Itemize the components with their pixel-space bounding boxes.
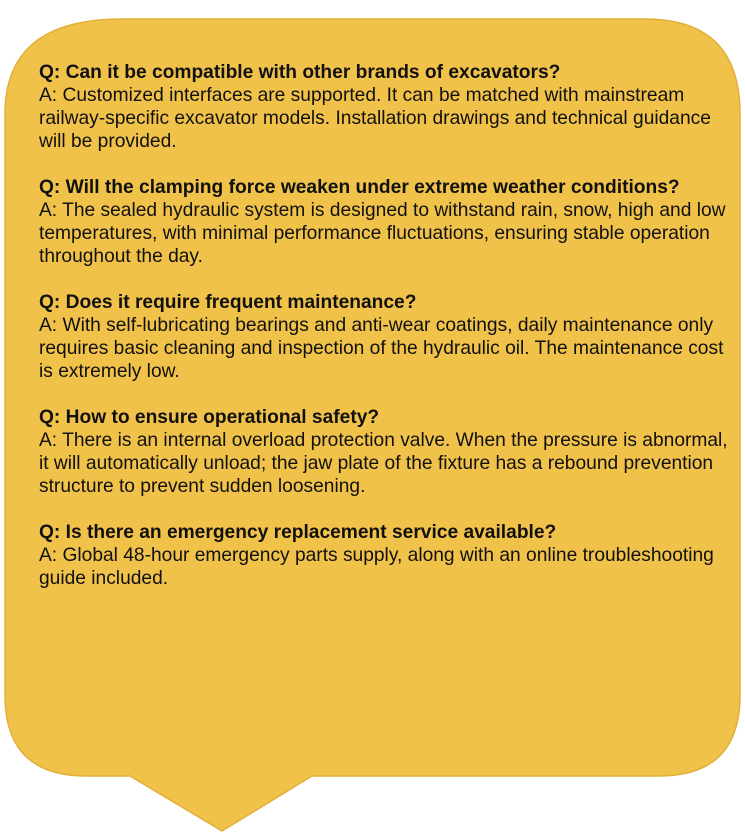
faq-question: Q: Will the clamping force weaken under extreme weather conditions? [39,177,680,198]
faq-answer: A: The sealed hydraulic system is designed to withstand rain, snow, high and low temperatures, with minimal performance fluctuations, ensuring stable operation throughout the day. [39,200,726,267]
faq-question: Q: Does it require frequent maintenance? [39,292,417,313]
faq-item [39,61,729,153]
faq-question: Q: Can it be compatible with other brands of excavators? [39,62,561,83]
faq-question: Q: Is there an emergency replacement service available? [39,522,557,543]
faq-item [39,521,729,590]
faq-item [39,176,729,268]
faq-answer: A: Global 48-hour emergency parts supply, along with an online troubleshooting guide included. [39,545,714,589]
faq-item [39,291,729,383]
faq-answer: A: With self-lubricating bearings and anti-wear coatings, daily maintenance only requires basic cleaning and inspection of the hydraulic oil. The maintenance cost is extremely low. [39,315,724,382]
faq-list [39,61,729,613]
faq-question: Q: How to ensure operational safety? [39,407,380,428]
faq-item [39,406,729,498]
faq-answer: A: Customized interfaces are supported. It can be matched with mainstream railway-specific excavator models. Installation drawings and technical guidance will be provided. [39,85,711,152]
faq-answer: A: There is an internal overload protection valve. When the pressure is abnormal, it will automatically unload; the jaw plate of the fixture has a rebound prevention structure to prevent sudden loosening. [39,430,728,497]
